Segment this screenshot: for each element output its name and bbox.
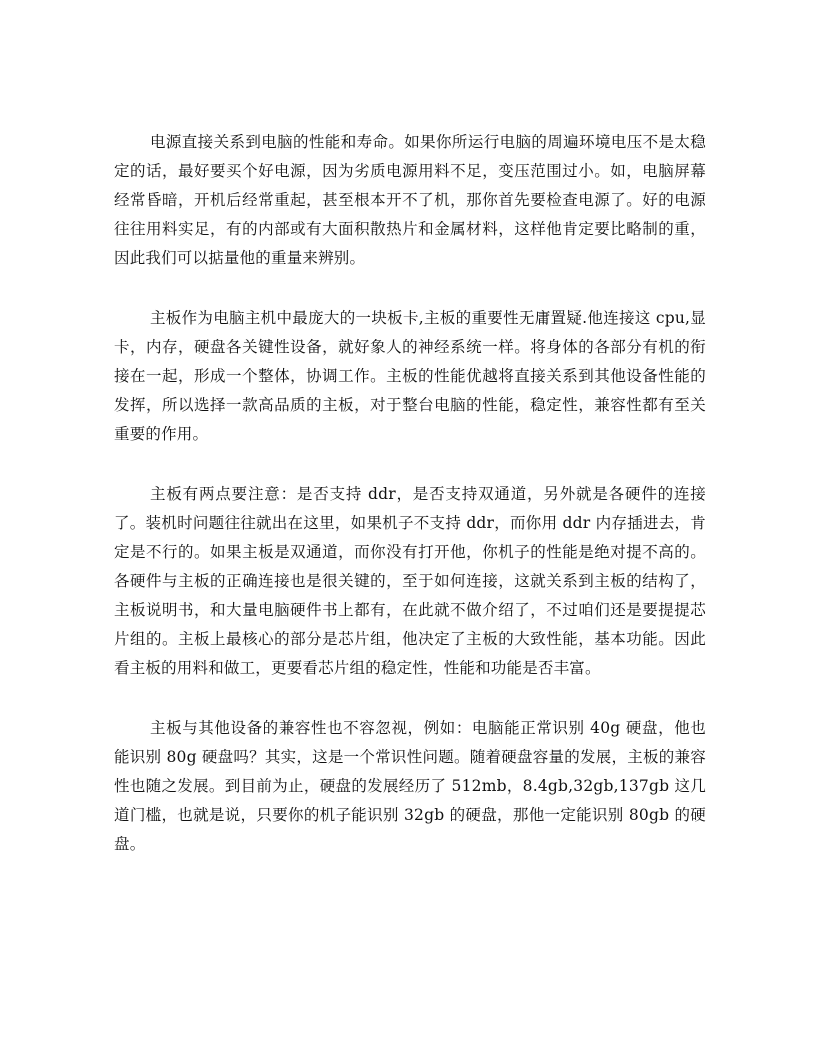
paragraph-power-supply: 电源直接关系到电脑的性能和寿命。如果你所运行电脑的周遍环境电压不是太稳定的话，最好要买个好电源，因为劣质电源用料不足，变压范围过小。如，电脑屏幕经常昏暗，开机后经常重起，甚至根本开不了机，那你首先要检查电源了。好的电源往往用料实足，有的内部或有大面积散热片和金属材料，这样他肯定要比略制的重，因此我们可以掂量他的重量来辨别。 xyxy=(114,133,706,267)
paragraph-motherboard-importance: 主板作为电脑主机中最庞大的一块板卡,主板的重要性无庸置疑.他连接这 cpu,显卡，内存，硬盘各关键性设备，就好象人的神经系统一样。将身体的各部分有机的衔接在一起，形成一个整体，协调工作。主板的性能优越将直接关系到其他设备性能的发挥，所以选择一款高品质的主板，对于整台电脑的性能，稳定性，兼容性都有至关重要的作用。 xyxy=(114,309,706,443)
paragraph-motherboard-notes: 主板有两点要注意：是否支持 ddr，是否支持双通道，另外就是各硬件的连接了。装机时问题往往就出在这里，如果机子不支持 ddr，而你用 ddr 内存插进去，肯定是不行的。如果主板是双通道，而你没有打开他，你机子的性能是绝对提不高的。各硬件与主板的正确连接也是很关键的，至于如何连接，这就关系到主板的结构了，主板说明书，和大量电脑硬件书上都有，在此就不做介绍了，不过咱们还是要提提芯片组的。主板上最核心的部分是芯片组，他决定了主板的大致性能，基本功能。因此看主板的用料和做工，更要看芯片组的稳定性，性能和功能是否丰富。 xyxy=(114,485,706,677)
paragraph-compatibility: 主板与其他设备的兼容性也不容忽视，例如：电脑能正常识别 40g 硬盘，他也能识别 80g 硬盘吗？其实，这是一个常识性问题。随着硬盘容量的发展，主板的兼容性也随之发展。到目前为止，硬盘的发展经历了 512mb，8.4gb,32gb,137gb 这几道门槛，也就是说，只要你的机子能识别 32gb 的硬盘，那他一定能识别 80gb 的硬盘。 xyxy=(114,719,706,853)
document-page xyxy=(114,128,706,890)
